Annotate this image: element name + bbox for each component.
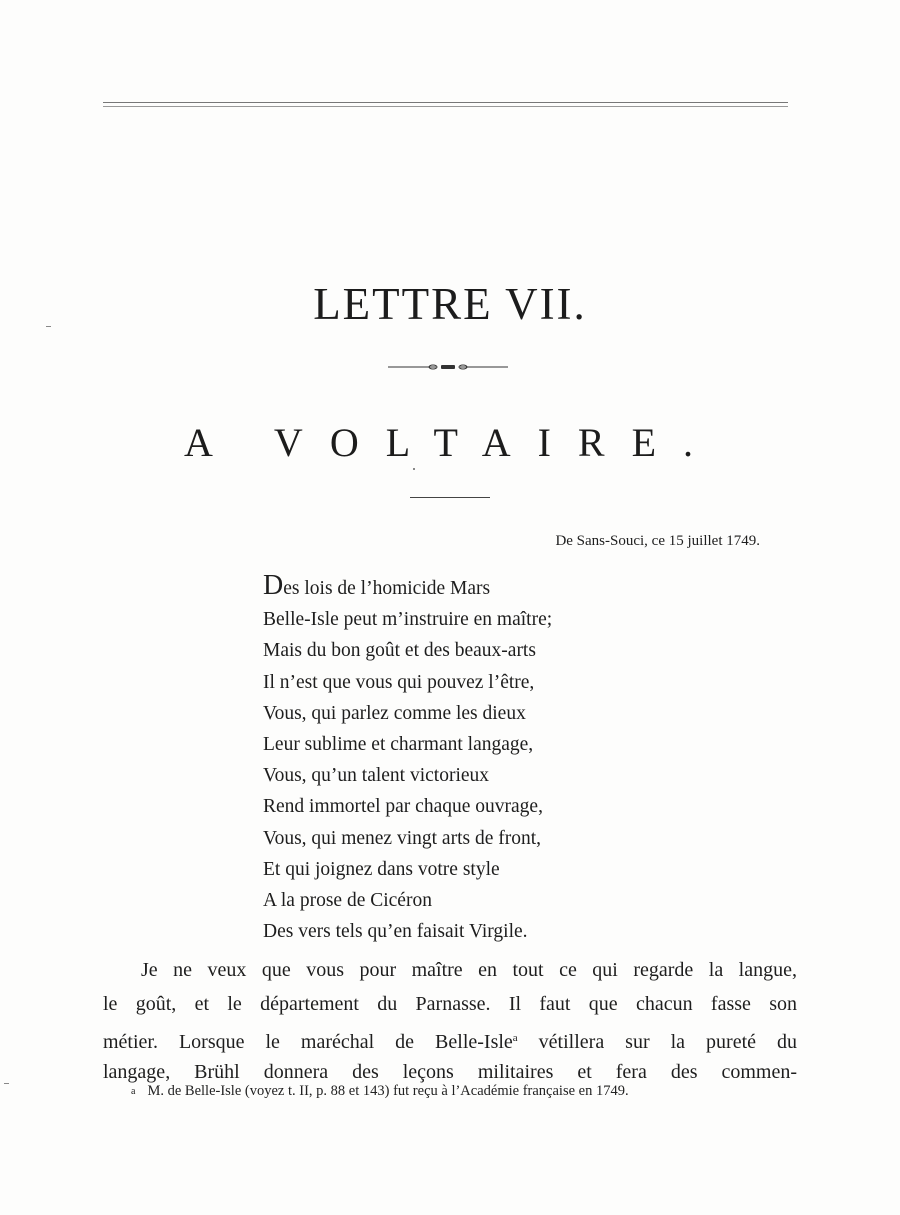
drop-cap: D <box>263 570 284 601</box>
prose-paragraph <box>103 953 797 1089</box>
prose-line: langage, Brühl donnera des leçons militaires et fera des commen- <box>103 1061 797 1083</box>
verse-line: Leur sublime et charmant langage, <box>263 733 534 755</box>
scan-speck <box>46 326 51 327</box>
footnote <box>131 1083 629 1100</box>
verse-line <box>263 570 783 604</box>
verse-line-text: es lois de l’homicide Mars <box>283 578 491 599</box>
verse-line: Et qui joignez dans votre style <box>263 858 500 880</box>
prose-line: Je ne veux que vous pour maître en tout ce qui regarde la langue, <box>141 959 797 981</box>
verse-line: Rend immortel par chaque ouvrage, <box>263 796 543 818</box>
header-rule-top <box>103 102 788 103</box>
ornament-divider-icon <box>388 360 508 374</box>
verse-line: Vous, qui parlez comme les dieux <box>263 702 526 724</box>
verse-line: Vous, qui menez vingt arts de front, <box>263 827 542 849</box>
verse-line: Vous, qu’un talent victorieux <box>263 765 490 787</box>
recipient-heading: A VOLTAIRE. <box>183 420 721 465</box>
chapter-title: LETTRE VII. <box>313 279 587 329</box>
header-rule-bottom <box>103 106 788 107</box>
scan-speck <box>4 1083 9 1084</box>
footnote-text: M. de Belle-Isle (voyez t. II, p. 88 et 143) fut reçu à l’Académie française en 1749. <box>147 1083 629 1099</box>
dateline: De Sans-Souci, ce 15 juillet 1749. <box>555 533 760 549</box>
heading-rule <box>410 497 490 498</box>
verse-block <box>263 570 783 947</box>
scan-speck <box>413 468 415 470</box>
footnote-reference[interactable]: a <box>512 1032 518 1044</box>
prose-line: le goût, et le département du Parnasse. Il faut que chacun fasse son <box>103 993 797 1015</box>
verse-line: Il n’est que vous qui pouvez l’être, <box>263 671 535 693</box>
footnote-mark: a <box>131 1086 136 1097</box>
prose-line <box>103 1021 797 1055</box>
verse-line: Mais du bon goût et des beaux-arts <box>263 640 536 662</box>
verse-line: Belle-Isle peut m’instruire en maître; <box>263 609 553 631</box>
prose-text: métier. Lorsque le maréchal de Belle-Isle <box>103 1031 513 1053</box>
prose-text: vétillera sur la pureté du <box>517 1031 797 1053</box>
verse-line: A la prose de Cicéron <box>263 889 432 911</box>
verse-line: Des vers tels qu’en faisait Virgile. <box>263 921 528 943</box>
